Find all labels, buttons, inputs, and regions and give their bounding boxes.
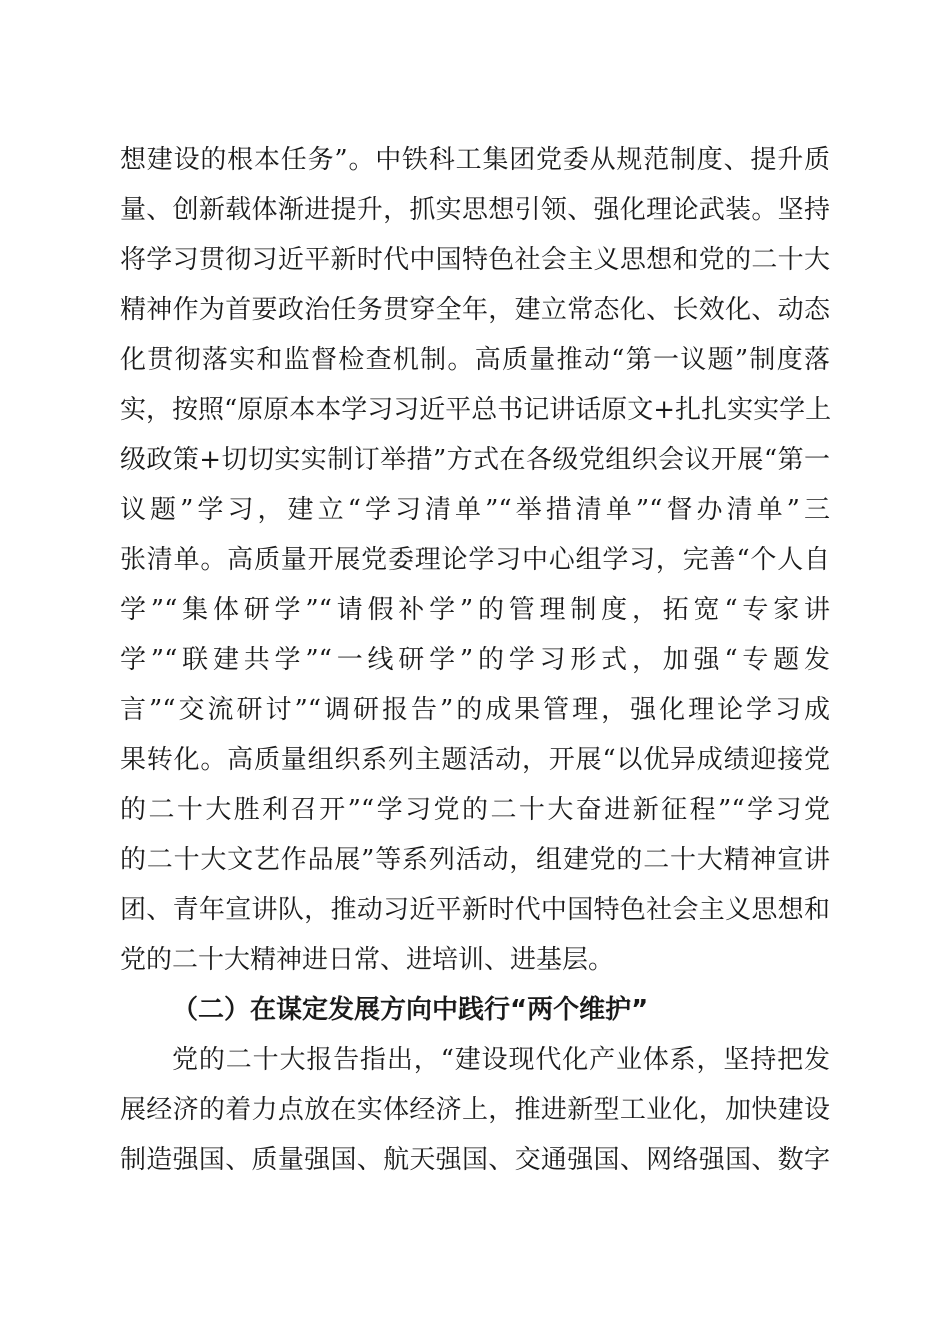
paragraph-line: 想建设的根本任务”。中铁科工集团党委从规范制度、提升质	[120, 145, 830, 175]
paragraph-line: 展经济的着力点放在实体经济上，推进新型工业化，加快建设	[120, 1095, 830, 1125]
paragraph-line: 议题”学习，建立“学习清单”“举措清单”“督办清单”三	[120, 495, 830, 525]
paragraph-line: 言”“交流研讨”“调研报告”的成果管理，强化理论学习成	[120, 695, 830, 725]
paragraph-line: 的二十大文艺作品展”等系列活动，组建党的二十大精神宣讲	[120, 845, 830, 875]
paragraph-line: 量、创新载体渐进提升，抓实思想引领、强化理论武装。坚持	[120, 195, 830, 225]
paragraph-line: 的二十大胜利召开”“学习党的二十大奋进新征程”“学习党	[120, 795, 830, 825]
section-heading: （二）在谋定发展方向中践行“两个维护”	[172, 995, 649, 1025]
paragraph-line: 化贯彻落实和监督检查机制。高质量推动“第一议题”制度落	[120, 345, 830, 375]
paragraph-line: 学”“联建共学”“一线研学”的学习形式，加强“专题发	[120, 645, 830, 675]
paragraph-line: 张清单。高质量开展党委理论学习中心组学习，完善“个人自	[120, 545, 830, 575]
paragraph-line: 团、青年宣讲队，推动习近平新时代中国特色社会主义思想和	[120, 895, 830, 925]
paragraph-line: 果转化。高质量组织系列主题活动，开展“以优异成绩迎接党	[120, 745, 830, 775]
paragraph-line: 精神作为首要政治任务贯穿全年，建立常态化、长效化、动态	[120, 295, 830, 325]
paragraph-line: 党的二十大精神进日常、进培训、进基层。	[120, 945, 615, 975]
paragraph-line: 学”“集体研学”“请假补学”的管理制度，拓宽“专家讲	[120, 595, 830, 625]
paragraph-line: 制造强国、质量强国、航天强国、交通强国、网络强国、数字	[120, 1145, 830, 1175]
paragraph-line: 级政策+切切实实制订举措”方式在各级党组织会议开展“第一	[120, 445, 830, 475]
paragraph-line: 党的二十大报告指出，“建设现代化产业体系，坚持把发	[172, 1045, 830, 1075]
paragraph-line: 将学习贯彻习近平新时代中国特色社会主义思想和党的二十大	[120, 245, 830, 275]
paragraph-line: 实，按照“原原本本学习习近平总书记讲话原文+扎扎实实学上	[120, 395, 832, 425]
